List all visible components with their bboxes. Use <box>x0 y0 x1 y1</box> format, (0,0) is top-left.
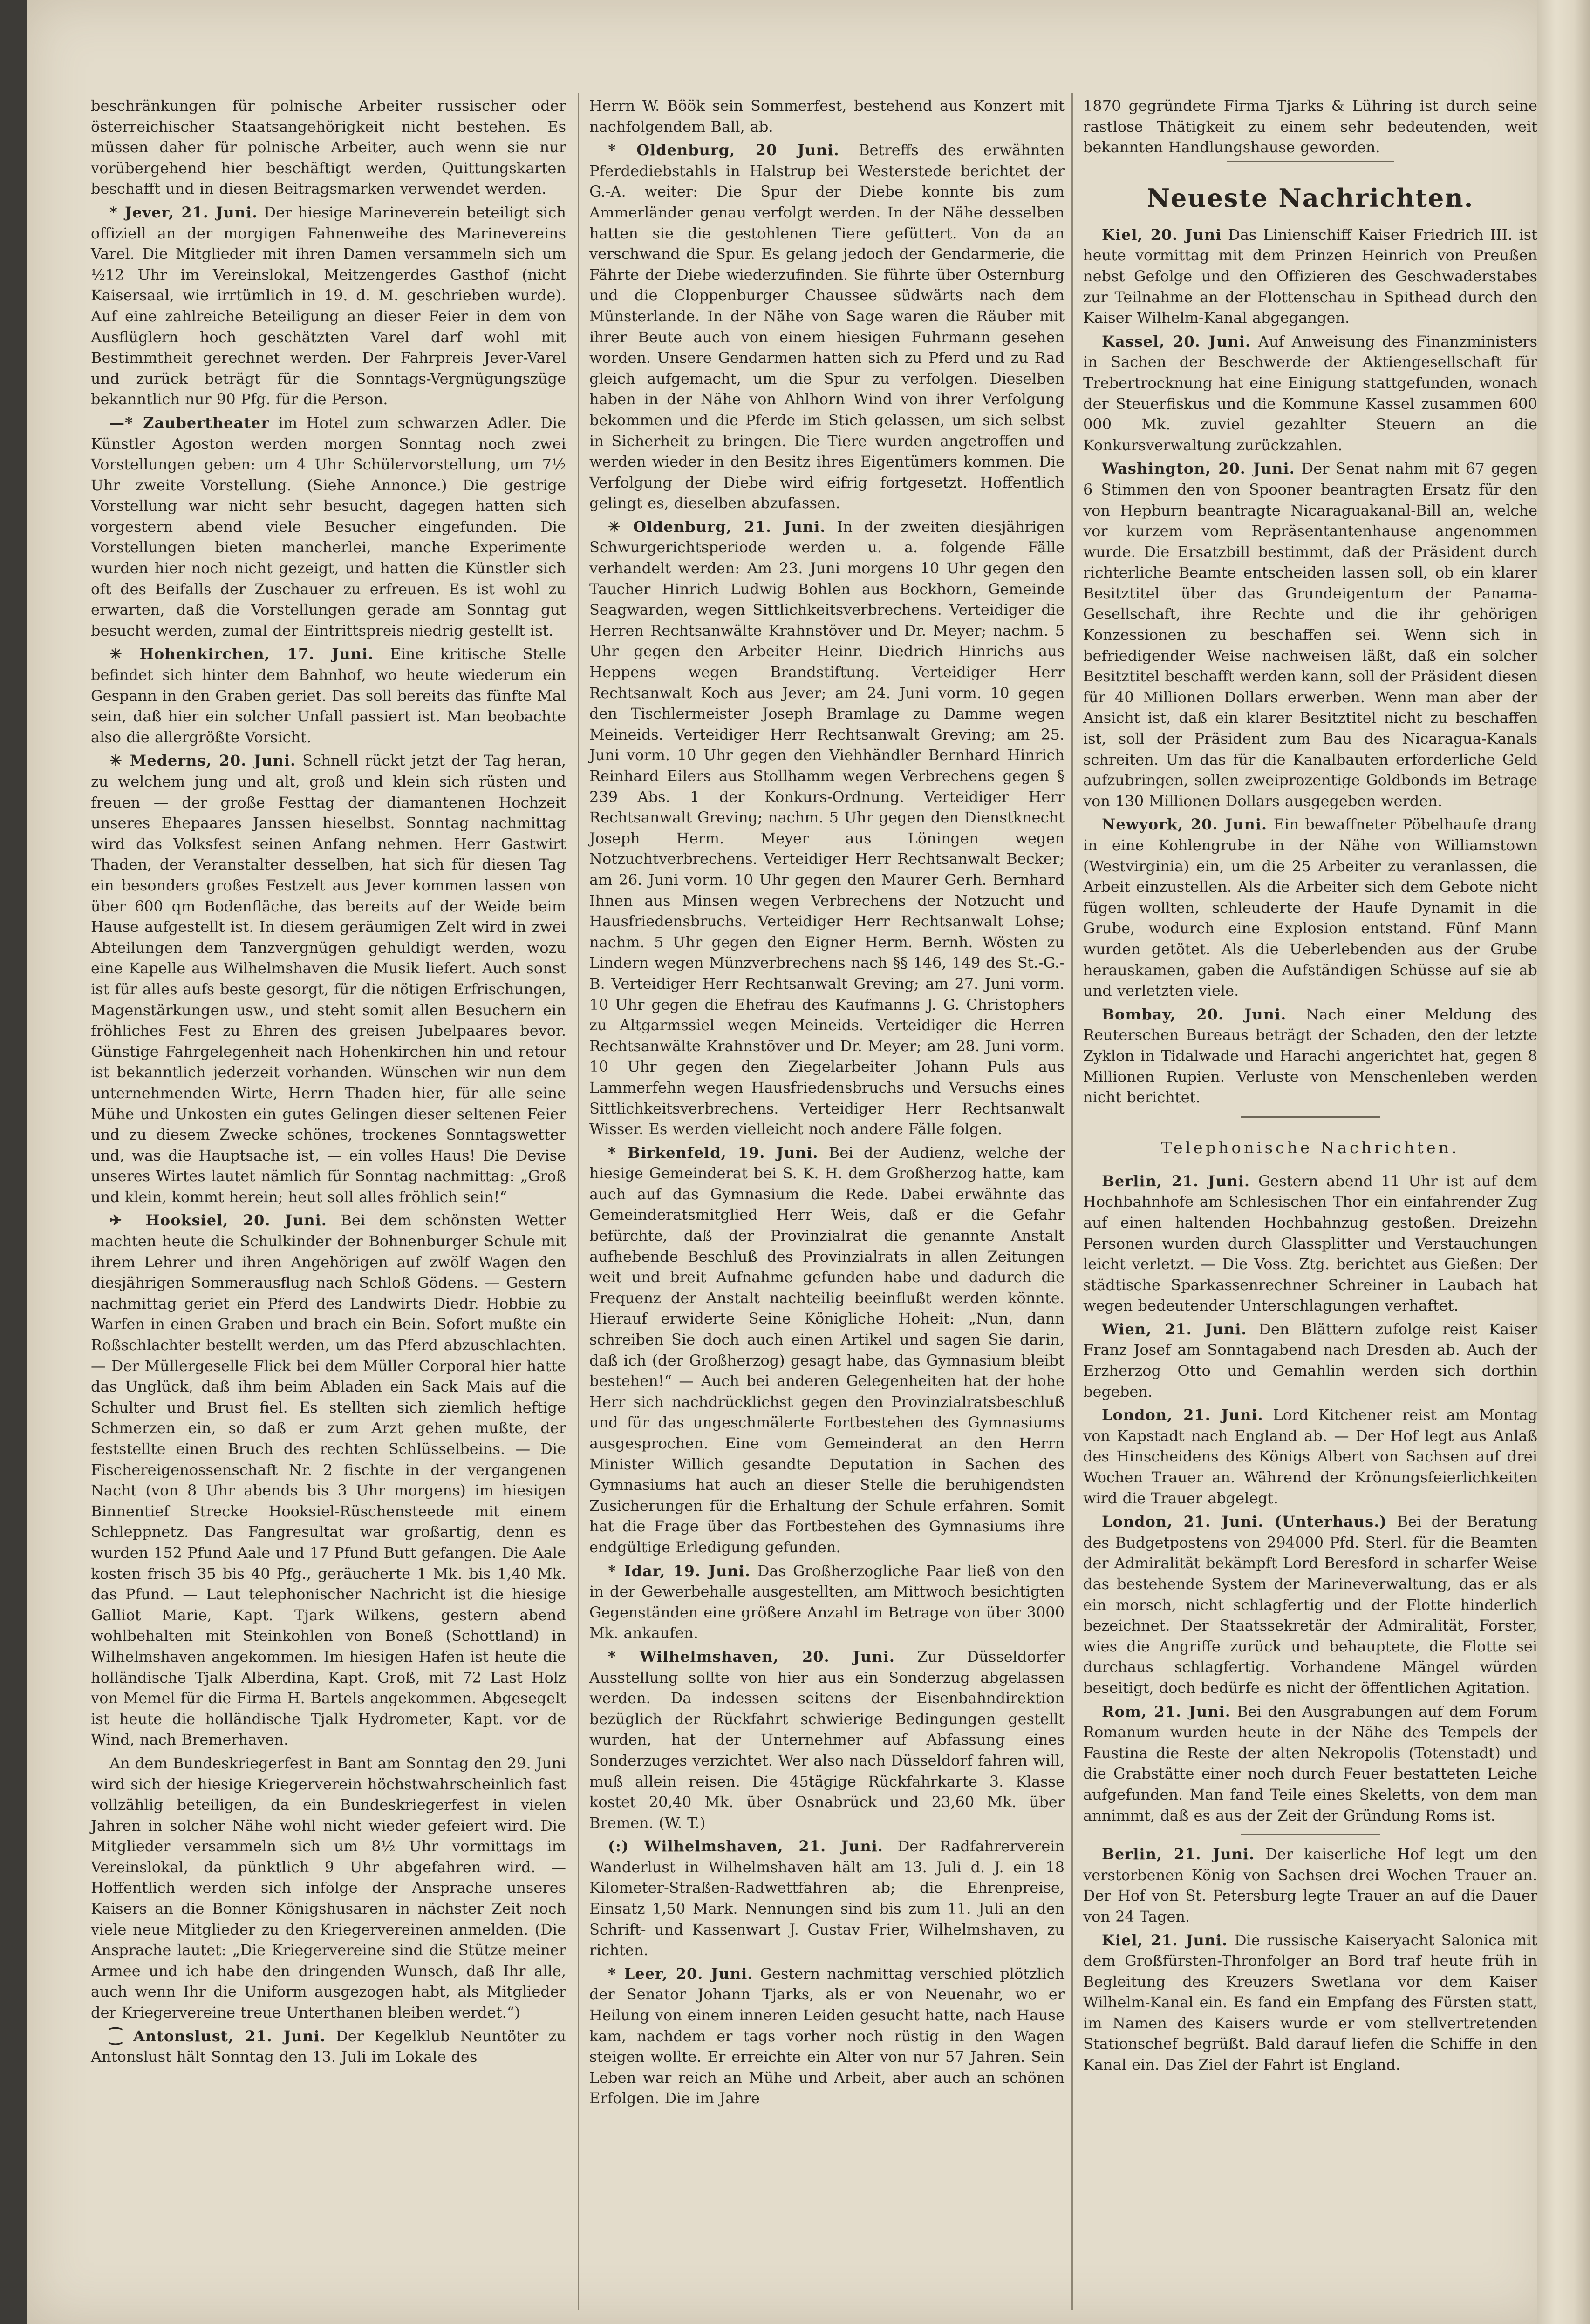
article-text: Zur Düsseldorfer Ausstellung sollte von hier aus ein Sonderzug abgelassen werden. Da indessen seitens der Eisenbahndirektion bezüglich der Rückfahrt schwierige Bedingungen gestellt wurden, hat der Unternehmer auf Abfassung eines Sonderzuges verzichtet. Wer also nach Düsseldorf fahren will, muß allein reisen. Die 45tägige Rückfahrkarte 3. Klasse kostet 20,40 Mk. über Osnabrück und 23,60 Mk. über Bremen. (W. T.) <box>589 1647 1065 1832</box>
article-text: Schnell rückt jetzt der Tag heran, zu welchem jung und alt, groß und klein sich rüsten und freuen — der große Festtag der diamantenen Hochzeit unseres Ehepaares Janssen hieselbst. Sonntag nachmittag wird das Volksfest seinen Anfang nehmen. Herr Gastwirt Thaden, der Veranstalter desselben, hat sich für diesen Tag ein besonders großes Festzelt aus Jever kommen lassen von über 600 qm Bodenfläche, das bereits auf der Weide beim Hause aufgestellt ist. In diesem geräumigen Zelt wird in zwei Abteilungen dem Tanzvergnügen gehuldigt werden, wozu eine Kapelle aus Wilhelmshaven die Musik liefert. Auch sonst ist für alles aufs beste gesorgt, für die nötigen Erfrischungen, Magenstärkungen usw., und steht somit allen Besuchern ein fröhliches Fest zu Ehren des greisen Jubelpaares bevor. Günstige Fahrgelegenheit nach Hohenkirchen hin und retour ist bekanntlich jederzeit vorhanden. Wünschen wir nun dem unternehmenden Wirte, Herrn Thaden hier, für alle seine Mühe und Unkosten ein gutes Gelingen dieser seltenen Feier und zu diesem Zwecke schönes, trockenes Sonntagswetter und, was die Hauptsache ist, — ein volles Haus! Die Devise unseres Wirtes lautet nämlich für Sonntag nachmittag: „Groß und klein, kommt herein; heut soll alles fröhlich sein!“ <box>91 752 566 1206</box>
article <box>589 1964 1065 2109</box>
article-text: Gestern abend 11 Uhr ist auf dem Hochbahnhofe am Schlesischen Thor ein einfahrender Zug auf einen haltenden Hochbahnzug gestoßen. Dreizehn Personen wurden durch Glassplitter und Verstauchungen leicht verletzt. — Die Voss. Ztg. berichtet aus Gießen: Der städtische Sparkassenrechner Schreiner in Laubach hat wegen bedeutender Unterschlagungen verhaftet. <box>1083 1172 1538 1315</box>
article-text: Betreffs des erwähnten Pferdediebstahls in Halstrup bei Westerstede berichtet der G.-A. weiter: Die Spur der Diebe konnte bis zum Ammerländer genau verfolgt werden. In der Nähe desselben hatten sie die gestohlenen Tiere gefüttert. Von da an verschwand die Spur. Es gelang jedoch der Gendarmerie, die Fährte der Diebe wiederzufinden. Sie führte über Osternburg und die Cloppenburger Chaussee südwärts nach dem Münsterlande. In der Nähe von Sage waren die Räuber mit ihrer Beute auch von einem hiesigen Fuhrmann gesehen worden. Unsere Gendarmen hatten sich zu Pferd und zu Rad gleich aufgemacht, um die Spur zu verfolgen. Dieselben haben in der Nähe von Ahlhorn Wind von ihrer Verfolgung bekommen und die Pferde im Stich gelassen, um sich selbst in Sicherheit zu bringen. Die Tiere wurden angetroffen und werden wieder in den Besitz ihres Eigentümers kommen. Die Verfolgung der Diebe wird eifrig fortgesetzt. Hoffentlich gelingt es, dieselben abzufassen. <box>589 141 1065 512</box>
article-text: Gestern nachmittag verschied plötzlich der Senator Johann Tjarks, als er von Neuenahr, wo er Heilung von einem inneren Leiden gesucht hatte, nach Hause kam, nachdem er tags vorher noch rüstig in den Wagen steigen wollte. Er erreichte ein Alter von nur 57 Jahren. Sein Leben war reich an Mühe und Arbeit, aber auch an schönen Erfolgen. Die im Jahre <box>589 1964 1065 2107</box>
article-text: Der Senat nahm mit 67 gegen 6 Stimmen den von Spooner beantragten Ersatz für den von Hepburn beantragte Nicaraguakanal-Bill an, welche vor kurzem vom Repräsentantenhause angenommen wurde. Die Ersatzbill bestimmt, daß der Präsident durch richterliche Beamte entscheiden lassen soll, ob ein klarer Besitztitel über das Grundeigentum der Panama-Gesellschaft, ihre Rechte und die ihr gehörigen Konzessionen zu beschaffen sei. Wenn sich in befriedigender Weise nachweisen läßt, daß ein solcher Besitztitel beschafft werden kann, soll der Präsident diesen für 40 Millionen Dollars erwerben. Wenn man aber der Ansicht ist, daß ein klarer Besitztitel nicht zu beschaffen ist, soll der Präsident zum Bau des Nicaragua-Kanals schreiten. Um das für die Kanalbauten erforderliche Geld aufzubringen, sollen zweiprozentige Goldbonds im Betrage von 130 Millionen Dollars ausgegeben werden. <box>1083 460 1537 810</box>
article-text: Den Blättern zufolge reist Kaiser Franz Josef am Sonntagabend nach Dresden ab. Auch der Erzherzog Otto und Gemahlin werden sich dorthin begeben. <box>1083 1320 1538 1400</box>
article-text: Das Linienschiff Kaiser Friedrich III. ist heute vormittag mit dem Prinzen Heinrich von Preußen nebst Gefolge und den Offizieren des Geschwaderstabes zur Teilnahme an der Flottenschau in Spithead durch den Kaiser Wilhelm-Kanal abgegangen. <box>1083 225 1538 327</box>
article-heading: London, 21. Juni. (Unterhaus.) <box>1102 1513 1387 1531</box>
column-rule <box>578 93 579 2310</box>
divider <box>1241 1834 1380 1835</box>
column-3 <box>1083 95 1537 2078</box>
article-text: im Hotel zum schwarzen Adler. Die Künstler Agoston werden morgen Sonntag noch zwei Vorstellungen geben: um 4 Uhr Schülervorstellung, um 7½ Uhr zweite Vorstellung. (Siehe Annonce.) Die gestrige Vorstellung war nicht sehr besucht, dagegen hatten sich vorgestern abend viele Besucher eingefunden. Die Vorstellungen bieten mancherlei, manche Experimente wurden hier noch nicht gezeigt, und hatten die Künstler sich oft des Beifalls der Zuschauer zu erfreuen. Es ist wohl zu erwarten, daß die Vorstellungen gerade am Sonntag gut besucht werden, zumal der Eintrittspreis niedrig gestellt ist. <box>91 414 566 639</box>
article <box>1083 331 1537 456</box>
article-text: Der kaiserliche Hof legt um den verstorbenen König von Sachsen drei Wochen Trauer an. Der Hof von St. Petersburg legte Trauer an auf die Dauer von 24 Tagen. <box>1083 1845 1538 1925</box>
article <box>91 750 566 1207</box>
article <box>1083 95 1537 158</box>
article <box>1083 1319 1537 1402</box>
article-text: Das Großherzogliche Paar ließ von den in der Gewerbehalle ausgestellten, am Mittwoch besichtigten Gegenständen eine größere Anzahl im Betrage von über 3000 Mk. ankaufen. <box>589 1562 1065 1642</box>
article-text: Nach einer Meldung des Reuterschen Bureaus beträgt der Schaden, den der letzte Zyklon in Tidalwade und Harachi angerichtet hat, gegen 8 Millionen Rupien. Verluste von Menschenleben werden nicht berichtet. <box>1083 1005 1538 1107</box>
article-text: Ein bewaffneter Pöbelhaufe drang in eine Kohlengrube in der Nähe von Williamstown (Westvirginia) ein, um die 25 Arbeiter zu veranlassen, die Arbeit einzustellen. Als die Arbeiter sich dem Gebote nicht fügen wollten, schleuderte der Haufe Dynamit in die Grube, wodurch eine Explosion entstand. Fünf Mann wurden getötet. Als die Ueberlebenden aus der Grube herauskamen, gaben die Aufständigen Schüsse auf sie ab und verletzten viele. <box>1083 815 1538 1000</box>
divider <box>1241 1116 1380 1118</box>
article-heading: Berlin, 21. Juni. <box>1102 1845 1255 1863</box>
article <box>1083 1004 1537 1108</box>
article <box>1083 458 1537 811</box>
section-title: Neueste Nachrichten. <box>1146 183 1474 213</box>
article-heading: London, 21. Juni. <box>1102 1406 1263 1424</box>
article <box>91 2026 566 2067</box>
article <box>1083 1405 1537 1509</box>
article-text: Bei den Ausgrabungen auf dem Forum Romanum wurden heute in der Nähe des Tempels der Faustina die Reste der alten Nekropolis (Totenstadt) und die Grabstätte einer noch durch Feuer bestatteten Leiche aufgefunden. Man fand Teile eines Skeletts, von dem man annimmt, daß es aus der Zeit der Gründung Roms ist. <box>1083 1702 1538 1824</box>
article-text: Der Kegelklub Neuntöter zu Antonslust hält Sonntag den 13. Juli im Lokale des <box>91 2027 566 2066</box>
article <box>1083 224 1537 328</box>
article-heading: ✳ Hohenkirchen, 17. Juni. <box>109 645 374 663</box>
article-text: Bei der Beratung des Budgetpostens von 294000 Pfd. Sterl. für die Beamten der Admiralität bekämpft Lord Beresford in scharfer Weise das bestehende System der Marineverwaltung, das er als ein morsch, nicht schlagfertig und der Flotte hinderlich bezeichnet. Der Staatssekretär der Admiralität, Forster, wies die Angriffe zurück und behauptete, die Flotte sei durchaus schlagfertig. Vorhandene Mängel würden beseitigt, doch bedürfe es nicht der öffentlichen Agitation. <box>1083 1513 1538 1697</box>
article-text: Bei dem schönsten Wetter machten heute die Schulkinder der Bohnenburger Schule mit ihrem Lehrer und ihren Angehörigen auf zwölf Wagen den diesjährigen Sommerausflug nach Schloß Gödens. — Gestern nachmittag geriet ein Pferd des Landwirts Diedr. Hobbie zu Warfen in einen Graben und brach ein Bein. Sofort mußte ein Roßschlachter bestellt werden, um das Pferd abzuschlachten. — Der Müllergeselle Flick bei dem Müller Corporal hier hatte das Unglück, daß ihm beim Abladen ein Sack Mais auf die Schulter und Brust fiel. Es stellten sich ziemlich heftige Schmerzen ein, so daß er zum Arzt gehen mußte, der feststellte einen Bruch des rechten Schlüsselbeins. — Die Fischereigenossenschaft Nr. 2 fischte in der vergangenen Nacht (von 8 Uhr abends bis 3 Uhr morgens) im hiesigen Binnentief Strecke Hooksiel-Rüschensteede mit einem Schleppnetz. Das Fangresultat war großartig, denn es wurden 152 Pfund Aale und 17 Pfund Butt gefangen. Die Aale kosten frisch 35 bis 40 Pfg., geräucherte 1 Mk. bis 1,40 Mk. das Pfund. — Laut telephonischer Nachricht ist die hiesige Galliot Marie, Kapt. Tjark Wilkens, gestern abend wohlbehalten mit Steinkohlen von Boneß (Schottland) in Wilhelmshaven angekommen. Im hiesigen Hafen ist heute die holländische Tjalk Alberdina, Kapt. Groß, mit 72 Last Holz von Memel für die Firma H. Bartels angekommen. Abgesegelt ist heute die holländische Tjalk Hydrometer, Kapt. vor de Wind, nach Bremerhaven. <box>91 1211 566 1749</box>
article <box>589 1646 1065 1833</box>
article-text: Der Radfahrerverein Wanderlust in Wilhelmshaven hält am 13. Juli d. J. ein 18 Kilometer-Straßen-Radwettfahren ab; die Ehrenpreise, Einsatz 1,50 Mark. Nennungen sind bis zum 11. Juli an den Schrift- und Kassenwart J. Gustav Frier, Wilhelmshaven, zu richten. <box>589 1837 1065 1959</box>
article-heading: Kassel, 20. Juni. <box>1102 332 1251 350</box>
article-text: Eine kritische Stelle befindet sich hinter dem Bahnhof, wo heute wiederum ein Gespann in den Graben geriet. Das soll bereits das fünfte Mal sein, daß hier ein solcher Unfall passiert ist. Man beobachte also die allergrößte Vorsicht. <box>91 645 566 746</box>
article <box>91 202 566 410</box>
article-heading: Berlin, 21. Juni. <box>1102 1172 1250 1190</box>
article-text: Herrn W. Böök sein Sommerfest, bestehend aus Konzert mit nachfolgendem Ball, ab. <box>589 97 1065 136</box>
column-1 <box>91 95 566 2070</box>
article-heading: Wien, 21. Juni. <box>1102 1320 1247 1338</box>
article-text: An dem Bundeskriegerfest in Bant am Sonntag den 29. Juni wird sich der hiesige Kriegerverein höchstwahrscheinlich fast vollzählig beteiligen, da ein Bundeskriegerfest in vielen Jahren in solcher Nähe wohl nicht wieder gefeiert wird. Die Mitglieder versammeln sich um 8½ Uhr vormittags im Vereinslokal, da pünktlich 9 Uhr abgefahren wird. — Hoffentlich werden sich infolge der Ansprache unseres Kaisers an die Bonner Königshusaren in nächster Zeit noch viele neue Mitglieder zu den Kriegervereinen anmelden. (Die Ansprache lautet: „Die Kriegervereine sind die Stütze meiner Armee und ich habe den dringenden Wunsch, daß Ihr alle, auch wenn Ihr die Uniform ausgezogen habt, als Mitglieder der Kriegervereine treue Unterthanen bleiben werdet.“) <box>91 1754 566 2022</box>
article <box>589 140 1065 514</box>
article <box>589 1836 1065 1961</box>
article-heading: * Oldenburg, 20 Juni. <box>608 141 839 159</box>
article <box>1083 1844 1537 1927</box>
article <box>589 1142 1065 1558</box>
divider <box>1227 161 1394 162</box>
page-fold <box>1537 0 1590 2324</box>
article-heading: (:) Wilhelmshaven, 21. Juni. <box>608 1837 883 1855</box>
article-text: 1870 gegründete Firma Tjarks & Lühring ist durch seine rastlose Thätigkeit zu einem sehr bedeutenden, weit bekannten Handlungshause geworden. <box>1083 97 1537 156</box>
article-heading: * Jever, 21. Juni. <box>109 203 258 221</box>
article <box>1083 1930 1537 2075</box>
article <box>1083 1701 1537 1826</box>
article-heading: * Wilhelmshaven, 20. Juni. <box>608 1647 895 1665</box>
article-text: Die russische Kaiseryacht Salonica mit dem Großfürsten-Thronfolger an Bord traf heute früh in Begleitung des Kreuzers Swetlana vor dem Kaiser Wilhelm-Kanal ein. Es fand ein Empfang des Fürsten statt, im Namen des Kaisers wurde er vom stellvertretenden Stationschef begrüßt. Bald darauf liefen die Schiffe in den Kanal ein. Das Ziel der Fahrt ist England. <box>1083 1931 1538 2074</box>
article-heading: Rom, 21. Juni. <box>1102 1702 1231 1720</box>
article-heading: Kiel, 21. Juni. <box>1102 1931 1228 1949</box>
column-2 <box>589 95 1065 2112</box>
article-heading: ⁐ Antonslust, 21. Juni. <box>109 2027 326 2045</box>
article-heading: ✈ Hooksiel, 20. Juni. <box>109 1211 327 1230</box>
article-text: In der zweiten diesjährigen Schwurgerichtsperiode werden u. a. folgende Fälle verhandelt werden: Am 23. Juni morgens 10 Uhr gegen den Taucher Hinrich Ludwig Bohlen aus Bockhorn, Gemeinde Seagwarden, wegen Sittlichkeitsverbrechens. Verteidiger die Herren Rechtsanwälte Krahnstöver und Dr. Meyer; nachm. 5 Uhr gegen den Arbeiter Heinr. Diedrich Hinrichs aus Heppens wegen Brandstiftung. Verteidiger Herr Rechtsanwalt Koch aus Jever; am 24. Juni vorm. 10 gegen den Tischlermeister Joseph Bramlage zu Damme wegen Meineids. Verteidiger Herr Rechtsanwalt Greving; am 25. Juni vorm. 10 Uhr gegen den Viehhändler Bernhard Hinrich Reinhard Eilers aus Stollhamm wegen Verbrechens gegen § 239 Abs. 1 der Konkurs-Ordnung. Verteidiger Herr Rechtsanwalt Greving; nachm. 5 Uhr gegen den Dienstknecht Joseph Herm. Meyer aus Löningen wegen Notzuchtverbrechens. Verteidiger Herr Rechtsanwalt Becker; am 26. Juni vorm. 10 Uhr gegen den Maurer Gerh. Bernhard Ihnen aus Minsen wegen Verbrechens der Notzucht und Hausfriedensbruchs. Verteidiger Herr Rechtsanwalt Lohse; nachm. 5 Uhr gegen den Eigner Herm. Bernh. Wösten zu Lindern wegen Münzverbrechens nach §§ 146, 149 des St.-G.-B. Verteidiger Herr Rechtsanwalt Greving; am 27. Juni vorm. 10 Uhr gegen die Ehefrau des Kaufmanns J. G. Christophers zu Altgarmssiel wegen Meineids. Verteidiger die Herren Rechtsanwälte Krahnstöver und Dr. Meyer; am 28. Juni vorm. 10 Uhr gegen den Ziegelarbeiter Johann Puls aus Lammerfehn wegen Hausfriedensbruchs und Versuchs eines Sittlichkeitsverbrechens. Verteidiger Herr Rechtsanwalt Wisser. Es werden vielleicht noch andere Fälle folgen. <box>589 517 1065 1138</box>
article-text: Der hiesige Marineverein beteiligt sich offiziell an der morgigen Fahnenweihe des Marinevereins Varel. Die Mitglieder mit ihren Damen versammeln sich um ½12 Uhr im Vereinslokal, Meitzengerdes Gasthof (nicht Kaisersaal, wie irrtümlich in 19. d. M. geschrieben wurde). Auf eine zahlreiche Beteiligung an dieser Feier in dem von Ausflüglern hoch geschätzten Varel darf wohl mit Bestimmtheit gerechnet werden. Der Fahrpreis Jever-Varel und zurück beträgt für die Sonntags-Vergnügungszüge bekanntlich nur 90 Pfg. für die Person. <box>91 203 566 408</box>
article <box>589 1561 1065 1644</box>
article-heading: Bombay, 20. Juni. <box>1102 1005 1287 1023</box>
article <box>1083 1511 1537 1698</box>
article-heading: * Birkenfeld, 19. Juni. <box>608 1143 819 1162</box>
article-text: Auf Anweisung des Finanzministers in Sachen der Beschwerde der Aktiengesellschaft für Trebertrocknung hat eine Einigung stattgefunden, wonach der Steuerfiskus und die Kommune Kassel zusammen 600 000 Mk. zuviel gezahlter Steuern an die Konkursverwaltung zurückzahlen. <box>1083 332 1537 454</box>
article-heading: Washington, 20. Juni. <box>1102 460 1295 478</box>
article-heading: —* Zaubertheater <box>109 414 270 432</box>
column-rule <box>1071 93 1073 2310</box>
article <box>91 413 566 641</box>
article-heading: ✳ Oldenburg, 21. Juni. <box>608 517 826 536</box>
article-heading: Kiel, 20. Juni <box>1102 225 1222 244</box>
article-heading: * Idar, 19. Juni. <box>608 1562 751 1580</box>
article-heading: * Leer, 20. Juni. <box>608 1964 753 1983</box>
article-text: beschränkungen für polnische Arbeiter russischer oder österreichischer Staatsangehörigkeit nicht bestehen. Es müssen daher für polnische Arbeiter, auch wenn sie nur vorübergehend hier beschäftigt werden, Quittungskarten beschafft und in diesen Beitragsmarken verwendet werden. <box>91 97 566 198</box>
article-text: Bei der Audienz, welche der hiesige Gemeinderat bei S. K. H. dem Großherzog hatte, kam auch auf das Gymnasium die Rede. Dabei erwähnte das Gemeinderatsmitglied Herr Weis, daß er die Gefahr befürchte, daß der Provinzialrat die genannte Anstalt aufhebende Beschluß des Provinzialrats in allen Zeitungen weit und breit Aufnahme gefunden habe und dadurch die Frequenz der Anstalt nachteilig beeinflußt werden könnte. Hierauf erwiderte Seine Königliche Hoheit: „Nun, dann schreiben Sie doch auch einen Artikel und sagen Sie darin, daß ich (der Großherzog) gesagt habe, das Gymnasium bleibt bestehen!“ — Auch bei anderen Gelegenheiten hat der hohe Herr sich nachdrücklichst gegen den Provinzialratsbeschluß und für das ungeschmälerte Fortbestehen des Gymnasiums ausgesprochen. Eine vom Gemeinderat an den Herrn Minister Willich gesandte Deputation in Sachen des Gymnasiums hat auch an dieser Stelle die beruhigendsten Zusicherungen für die Erhaltung der Schule erfahren. Somit hat die Frage über das Fortbestehen des Gymnasiums ihre endgültige Erledigung gefunden. <box>589 1143 1065 1556</box>
article-heading: ✳ Mederns, 20. Juni. <box>109 752 296 770</box>
article-heading: Newyork, 20. Juni. <box>1102 815 1268 834</box>
article <box>91 644 566 747</box>
article <box>1083 1171 1537 1316</box>
article-text: Lord Kitchener reist am Montag von Kapstadt nach England ab. — Der Hof legt aus Anlaß des Hinscheidens des Königs Albert von Sachsen auf drei Wochen Trauer an. Während der Krönungsfeierlichkeiten wird die Trauer abgelegt. <box>1083 1406 1537 1507</box>
article <box>589 516 1065 1140</box>
section-title-telephone: Telephonische Nachrichten. <box>1161 1138 1460 1157</box>
article <box>91 95 566 199</box>
article <box>91 1210 566 1750</box>
article <box>91 1753 566 2023</box>
article <box>1083 814 1537 1001</box>
article <box>589 95 1065 137</box>
